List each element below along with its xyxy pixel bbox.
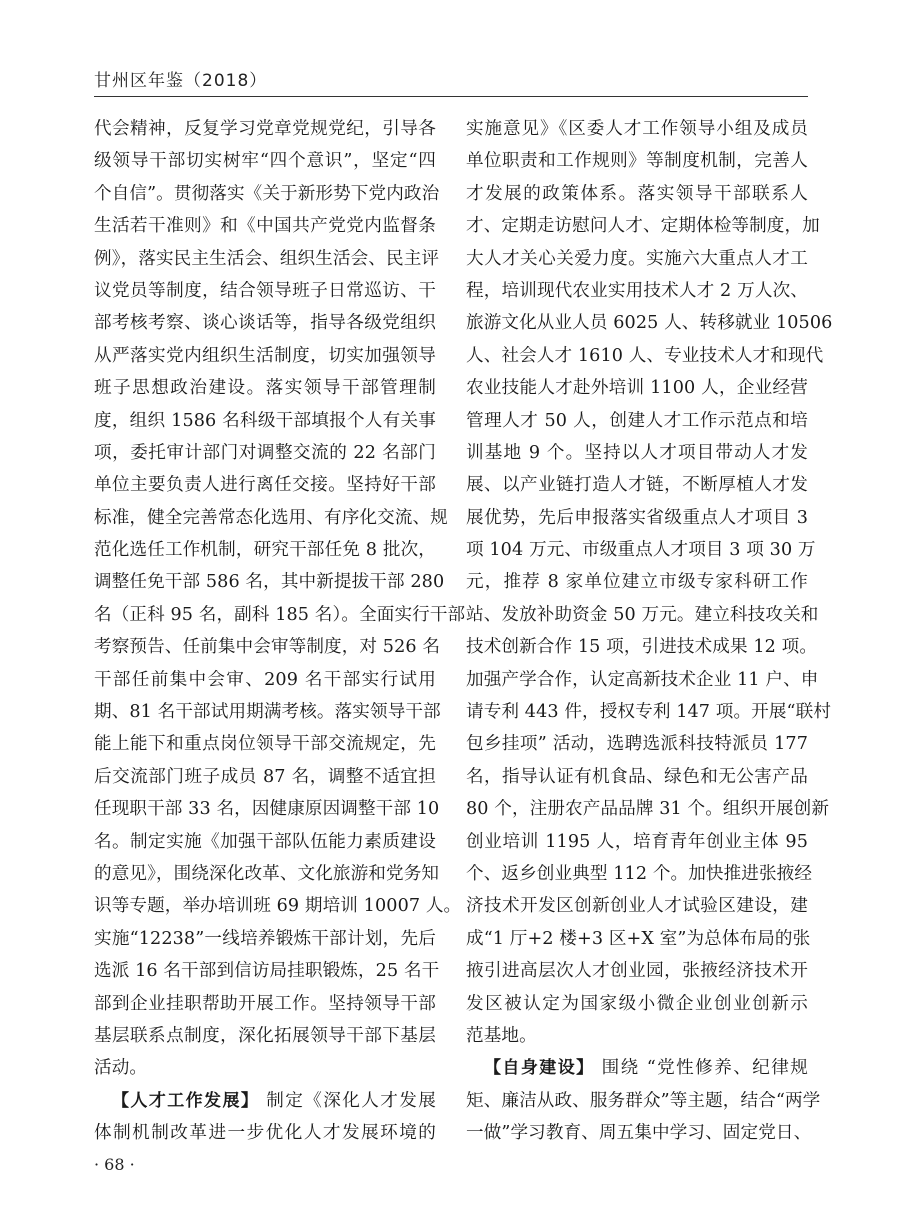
text-line: 选派 16 名干部到信访局挂职锻炼，25 名干	[94, 961, 440, 982]
text-line: 加强产学合作，认定高新技术企业 11 户、申	[466, 669, 819, 690]
text-line: 体制机制改革进一步优化人才发展环境的	[94, 1123, 436, 1144]
text-line: 请专利 443 件，授权专利 147 项。开展“联村	[466, 702, 832, 723]
section-first-line	[466, 1052, 808, 1084]
text-line: 一做”学习教育、周五集中学习、固定党日、	[466, 1123, 812, 1144]
header-rule	[94, 96, 808, 97]
text-line: 展优势，先后申报落实省级重点人才项目 3	[466, 507, 808, 528]
text-line: 例》，落实民主生活会、组织生活会、民主评	[94, 248, 440, 269]
text-line: 期、81 名干部试用期满考核。落实领导干部	[94, 702, 441, 723]
text-line: 项，委托审计部门对调整交流的 22 名部门	[94, 442, 436, 463]
text-line: 成“1 厅+2 楼+3 区+X 室”为总体布局的张	[466, 928, 811, 949]
text-line: 创业培训 1195 人，培育青年创业主体 95	[466, 831, 808, 852]
text-line: 矩、廉洁从政、服务群众”等主题，结合“两学	[466, 1090, 821, 1111]
text-line: 代会精神，反复学习党章党规党纪，引导各	[94, 119, 436, 139]
text-line: 农业技能人才赴外培训 1100 人，企业经营	[466, 378, 808, 399]
text-line: 部考核考察、谈心谈话等，指导各级党组织	[94, 313, 436, 334]
text-line: 实施意见》《区委人才工作领导小组及成员	[466, 119, 808, 139]
text-line: 名。制定实施《加强干部队伍能力素质建设	[94, 831, 436, 852]
text-line: 能上能下和重点岗位领导干部交流规定，先	[94, 734, 436, 755]
text-line: 旅游文化从业人员 6025 人、转移就业 10506	[466, 313, 833, 334]
text-line: 议党员等制度，结合领导班子日常巡访、干	[94, 280, 436, 301]
text-line: 人、社会人才 1610 人、专业技术人才和现代	[466, 345, 824, 366]
text-line: 考察预告、任前集中会审等制度，对 526 名	[94, 637, 441, 658]
text-line: 个自信”。贯彻落实《关于新形势下党内政治	[94, 183, 440, 204]
text-line: 才发展的政策体系。落实领导干部联系人	[466, 183, 808, 204]
text-line: 项 104 万元、市级重点人才项目 3 项 30 万	[466, 540, 816, 561]
text-line: 标准，健全完善常态化选用、有序化交流、规	[94, 507, 448, 528]
text-line: 后交流部门班子成员 87 名，调整不适宜担	[94, 766, 436, 787]
text-line: 度，组织 1586 名科级干部填报个人有关事	[94, 410, 436, 431]
text-line: 范基地。	[466, 1025, 537, 1046]
text-line: 元，推荐 8 家单位建立市级专家科研工作	[466, 572, 808, 593]
section-text: 围绕 “党性修养、纪律规	[601, 1058, 808, 1079]
text-line: 基层联系点制度，深化拓展领导干部下基层	[94, 1025, 436, 1046]
text-line: 从严落实党内组织生活制度，切实加强领导	[94, 345, 436, 366]
text-line: 部到企业挂职帮助开展工作。坚持领导干部	[94, 993, 436, 1014]
text-line: 班子思想政治建设。落实领导干部管理制	[94, 378, 436, 399]
left-column	[94, 113, 466, 1150]
text-line: 训基地 9 个。坚持以人才项目带动人才发	[466, 442, 808, 463]
text-line: 大人才关心关爱力度。实施六大重点人才工	[466, 248, 808, 269]
text-line: 单位主要负责人进行离任交接。坚持好干部	[94, 475, 436, 496]
section-text: 制定《深化人才发展	[266, 1090, 436, 1111]
text-line: 范化选任工作机制，研究干部任免 8 批次，	[94, 540, 436, 561]
text-line: 展、以产业链打造人才链，不断厚植人才发	[466, 475, 808, 496]
text-line: 才、定期走访慰问人才、定期体检等制度，加	[466, 216, 820, 237]
text-line: 活动。	[94, 1058, 148, 1079]
text-line: 名（正科 95 名，副科 185 名）。全面实行干部	[94, 604, 466, 625]
text-line: 生活若干准则》和《中国共产党党内监督条	[94, 216, 436, 237]
section-heading-self-building: 【自身建设】	[484, 1058, 595, 1079]
text-line: 管理人才 50 人，创建人才工作示范点和培	[466, 410, 808, 431]
text-line: 调整任免干部 586 名，其中新提拔干部 280	[94, 572, 445, 593]
text-line: 80 个，注册农产品品牌 31 个。组织开展创新	[466, 799, 830, 820]
text-line: 掖引进高层次人才创业园，张掖经济技术开	[466, 961, 808, 982]
text-line: 名，指导认证有机食品、绿色和无公害产品	[466, 766, 808, 787]
section-first-line	[94, 1085, 436, 1117]
text-line: 站、发放补助资金 50 万元。建立科技攻关和	[466, 604, 819, 625]
text-line: 识等专题，举办培训班 69 期培训 10007 人。	[94, 896, 462, 917]
text-line: 实施“12238”一线培养锻炼干部计划，先后	[94, 928, 436, 949]
text-line: 技术创新合作 15 项，引进技术成果 12 项。	[466, 637, 818, 658]
running-head-title: 甘州区年鉴（2018）	[94, 71, 268, 91]
text-line: 个、返乡创业典型 112 个。加快推进张掖经	[466, 863, 813, 884]
section-heading-talent: 【人才工作发展】	[112, 1090, 260, 1111]
right-column	[466, 113, 833, 1150]
text-line: 任现职干部 33 名，因健康原因调整干部 10	[94, 799, 440, 820]
text-line: 干部任前集中会审、209 名干部实行试用	[94, 669, 436, 690]
text-line: 程，培训现代农业实用技术人才 2 万人次、	[466, 280, 808, 301]
page-number: · 68 ·	[94, 1155, 135, 1174]
text-line: 级领导干部切实树牢“四个意识”，坚定“四	[94, 151, 436, 172]
text-line: 发区被认定为国家级小微企业创业创新示	[466, 993, 808, 1014]
text-line: 包乡挂项” 活动，选聘选派科技特派员 177	[466, 734, 808, 755]
text-line: 济技术开发区创新创业人才试验区建设，建	[466, 896, 808, 917]
text-line: 单位职责和工作规则》等制度机制，完善人	[466, 151, 808, 172]
text-line: 的意见》，围绕深化改革、文化旅游和党务知	[94, 863, 440, 884]
